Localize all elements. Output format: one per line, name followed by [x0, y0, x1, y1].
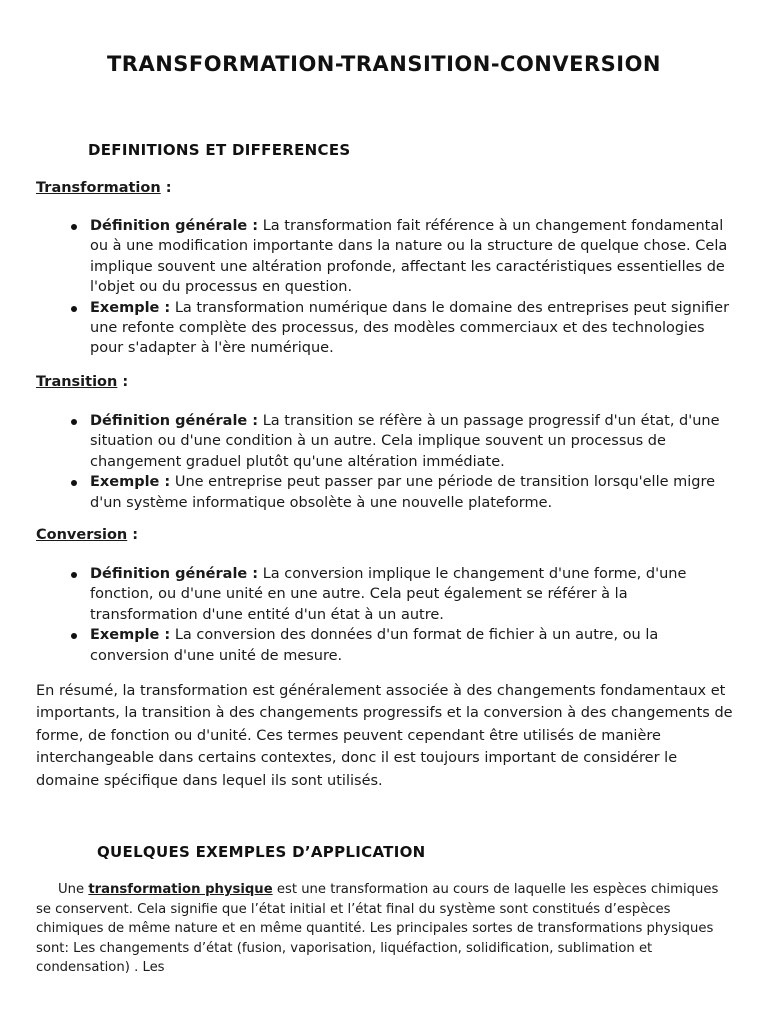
- section-label-transformation: Transformation :: [36, 180, 172, 196]
- bullet-term: Définition générale :: [90, 218, 259, 234]
- list-item: [68, 625, 736, 666]
- bullet-term: Exemple :: [90, 474, 171, 491]
- example-paragraph: Une transformation physique est une transformation au cours de laquelle les espèces chimiques se conservent. Cela signifie que l’état initial et l’état final du système sont constitués d’espèces chimiques de même nature et en même quantité. Les principales sortes de transformations physiques sont: Les changements d’état (fusion, vaporisation, liquéfaction, solidification, sublimation et condensation) . Les: [36, 882, 719, 976]
- bullet-text: La transformation fait référence à un changement fondamental ou à une modification importante dans la nature ou la structure de quelque chose. Cela implique souvent une altération profonde, affectant les caractéristiques essentielles de l'objet ou du processus en question.: [90, 218, 728, 296]
- bullet-term: Définition générale :: [90, 566, 259, 582]
- bullet-text: Une entreprise peut passer par une période de transition lorsqu'elle migre d'un système informatique obsolète à une nouvelle plateforme.: [90, 474, 716, 511]
- section-label-text: Transition: [36, 374, 118, 390]
- bullet-list-transformation: [68, 216, 736, 359]
- bullet-list-transition: [68, 411, 736, 513]
- bullet-term: Exemple :: [90, 299, 171, 316]
- heading-examples: QUELQUES EXEMPLES D’APPLICATION: [97, 843, 426, 861]
- document-title: TRANSFORMATION-TRANSITION-CONVERSION: [106, 52, 662, 76]
- list-item: [68, 298, 736, 359]
- section-label-text: Transformation: [36, 180, 161, 196]
- section-label-text: Conversion: [36, 527, 128, 543]
- term-link: transformation physique: [88, 882, 273, 897]
- bullet-text: La transition se réfère à un passage progressif d'un état, d'une situation ou d'une condition à un autre. Cela implique souvent un processus de changement graduel plutôt qu'une altération immédiate.: [90, 413, 720, 470]
- summary-paragraph: En résumé, la transformation est généralement associée à des changements fondamentaux et importants, la transition à des changements progressifs et la conversion à des changements de forme, de fonction ou d'unité. Ces termes peuvent cependant être utilisés de manière interchangeable dans certains contextes, donc il est toujours important de considérer le domaine spécifique dans lequel ils sont utilisés.: [36, 683, 733, 789]
- list-item: [68, 216, 736, 298]
- section-label-transition: Transition :: [36, 374, 129, 390]
- bullet-text: La conversion des données d'un format de fichier à un autre, ou la conversion d'une unité de mesure.: [90, 627, 659, 664]
- bullet-text: La transformation numérique dans le domaine des entreprises peut signifier une refonte complète des processus, des modèles commerciaux et des technologies pour s'adapter à l'ère numérique.: [90, 299, 730, 357]
- section-label-conversion: Conversion :: [36, 527, 139, 543]
- bullet-term: Définition générale :: [90, 413, 259, 429]
- list-item: [68, 564, 736, 625]
- bullet-list-conversion: [68, 564, 736, 666]
- bullet-text: La conversion implique le changement d'une forme, d'une fonction, ou d'une unité en une autre. Cela peut également se référer à la transformation d'une entité d'un état à un autre.: [90, 566, 687, 623]
- heading-definitions: DEFINITIONS ET DIFFERENCES: [88, 141, 351, 159]
- bullet-term: Exemple :: [90, 627, 171, 644]
- list-item: [68, 472, 736, 513]
- list-item: [68, 411, 736, 472]
